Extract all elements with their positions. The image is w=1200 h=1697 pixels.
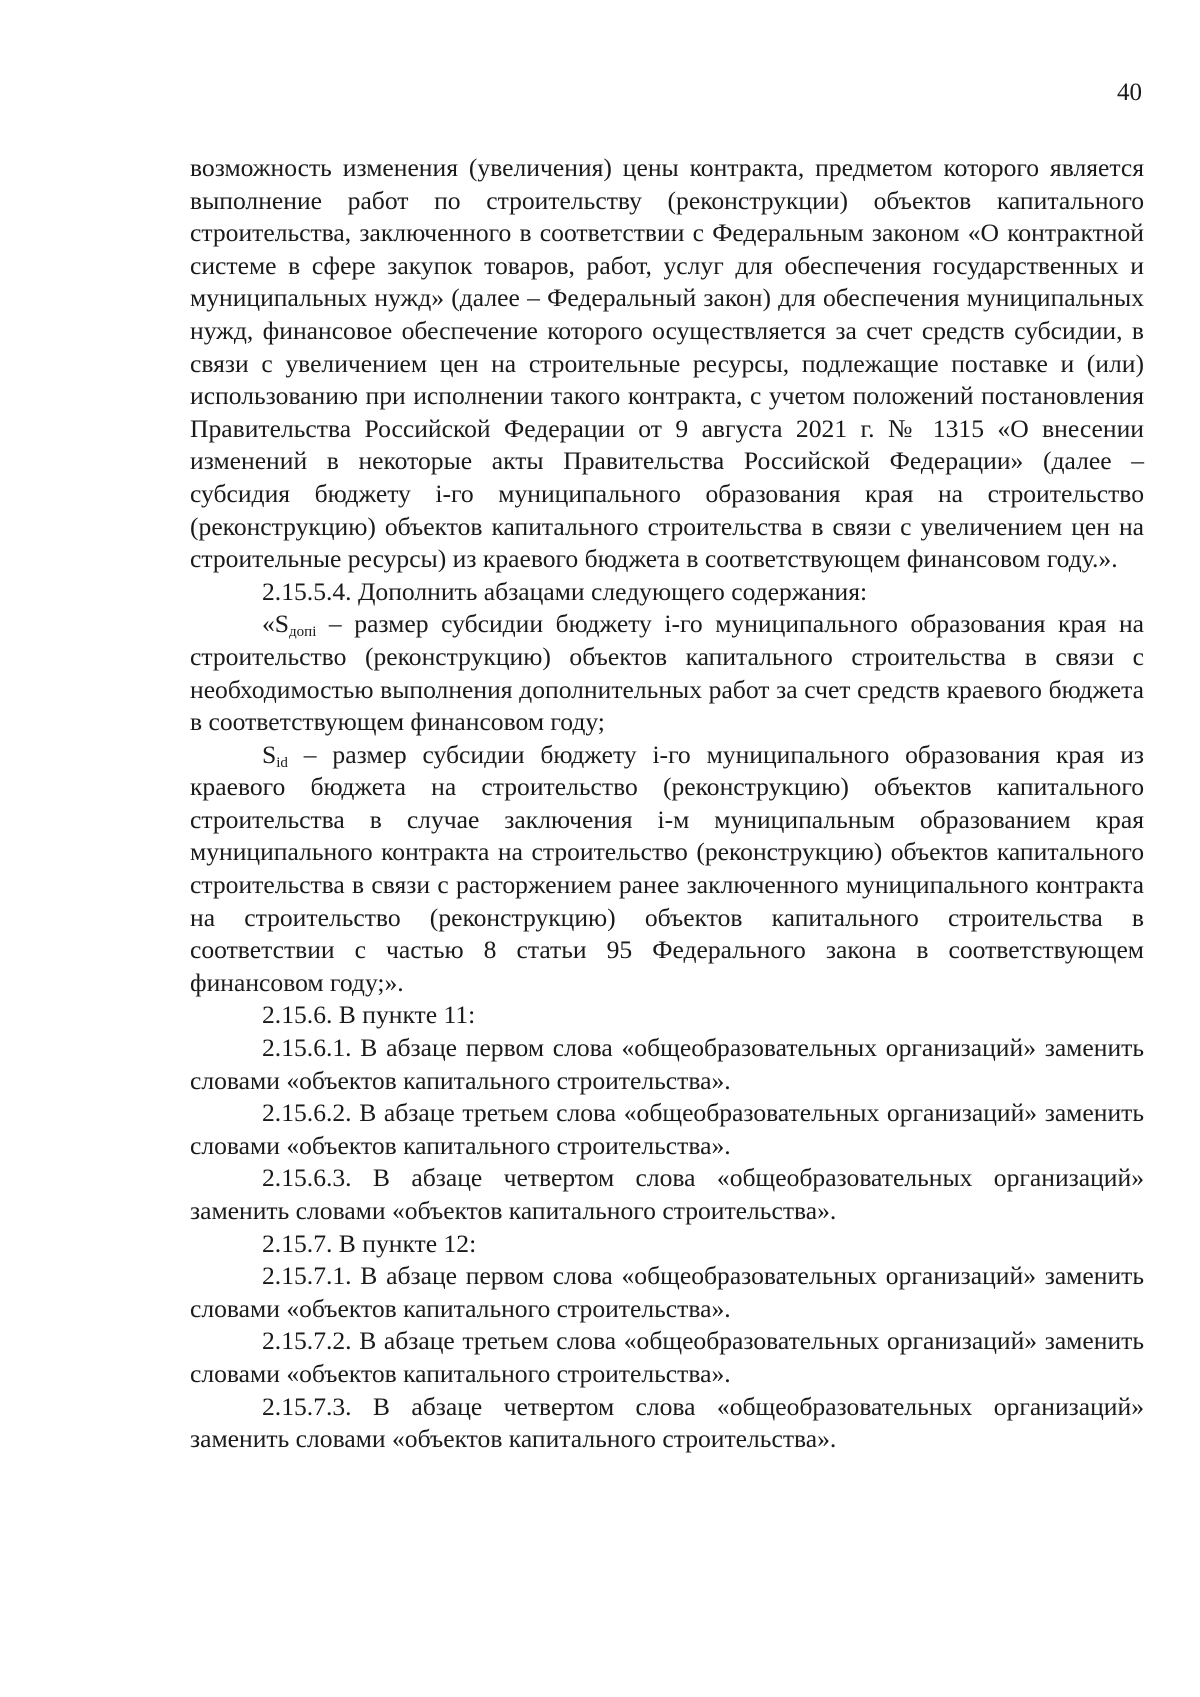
paragraph-2-15-5-4: 2.15.5.4. Дополнить абзацами следующего содержания: <box>262 576 868 606</box>
paragraph-2-15-7: 2.15.7. В пункте 12: <box>262 1228 477 1258</box>
paragraph-continuation: возможность изменения (увеличения) цены контракта, предметом которого является выполнение работ по строительству (реконструкции) объектов капитального строительства, заключенного в соответствии с Федеральным законом «О контрактной системе в сфере закупок товаров, работ, услуг для обеспечения государственных и муниципальных нужд» (далее – Федеральный закон) для обеспечения муниципальных нужд, финансовое обеспечение которого осуществляется за счет средств субсидии, в связи с увеличением цен на строительные ресурсы, подлежащие поставке и (или) использованию при исполнении такого контракта, с учетом положений постановления Правительства Российской Федерации от 9 августа 2021 г. № 1315 «О внесении изменений в некоторые акты Правительства Российской Федерации» (далее – субсидия бюджету i-го муниципального образования края на строительство (реконструкцию) объектов капитального строительства в связи с увеличением цен на строительные ресурсы) из краевого бюджета в соответствующем финансовом году.». <box>190 153 1144 574</box>
page-number: 40 <box>1117 79 1142 106</box>
symbol-subscript: id <box>276 754 288 771</box>
paragraph-text: – размер субсидии бюджету i-го муниципального образования края из краевого бюджета на строительство (реконструкцию) объектов капитального строительства в случае заключения i-м муниципальным образованием края муниципального контракта на строительство (реконструкцию) объектов капитального строительства в связи с расторжением ранее заключенного муниципального контракта на строительство (реконструкцию) объектов капитального строительства в соответствии с частью 8 статьи 95 Федерального закона в соответствующем финансовом году;». <box>190 739 1144 997</box>
paragraph-2-15-6-3: 2.15.6.3. В абзаце четвертом слова «общеобразовательных организаций» заменить словами «объектов капитального строительства». <box>190 1163 1144 1225</box>
paragraph-s-id <box>190 739 1144 1000</box>
paragraph-s-dop <box>190 608 1144 738</box>
paragraph-2-15-6: 2.15.6. В пункте 11: <box>262 1000 476 1030</box>
paragraph-2-15-7-2: 2.15.7.2. В абзаце третьем слова «общеобразовательных организаций» заменить словами «объектов капитального строительства». <box>190 1326 1144 1388</box>
document-body <box>190 152 1144 1456</box>
paragraph-text: – размер субсидии бюджету i-го муниципального образования края на строительство (реконструкцию) объектов капитального строительства в связи с необходимостью выполнения дополнительных работ за счет средств краевого бюджета в соответствующем финансовом году; <box>190 609 1144 737</box>
symbol-s: S <box>262 739 277 769</box>
paragraph-2-15-6-1: 2.15.6.1. В абзаце первом слова «общеобразовательных организаций» заменить словами «объектов капитального строительства». <box>190 1033 1144 1095</box>
symbol-subscript: допi <box>289 624 317 641</box>
paragraph-2-15-6-2: 2.15.6.2. В абзаце третьем слова «общеобразовательных организаций» заменить словами «объектов капитального строительства». <box>190 1098 1144 1160</box>
paragraph-2-15-7-3: 2.15.7.3. В абзаце четвертом слова «общеобразовательных организаций» заменить словами «объектов капитального строительства». <box>190 1391 1144 1454</box>
symbol-s: «S <box>262 609 290 639</box>
paragraph-2-15-7-1: 2.15.7.1. В абзаце первом слова «общеобразовательных организаций» заменить словами «объектов капитального строительства». <box>190 1261 1144 1323</box>
